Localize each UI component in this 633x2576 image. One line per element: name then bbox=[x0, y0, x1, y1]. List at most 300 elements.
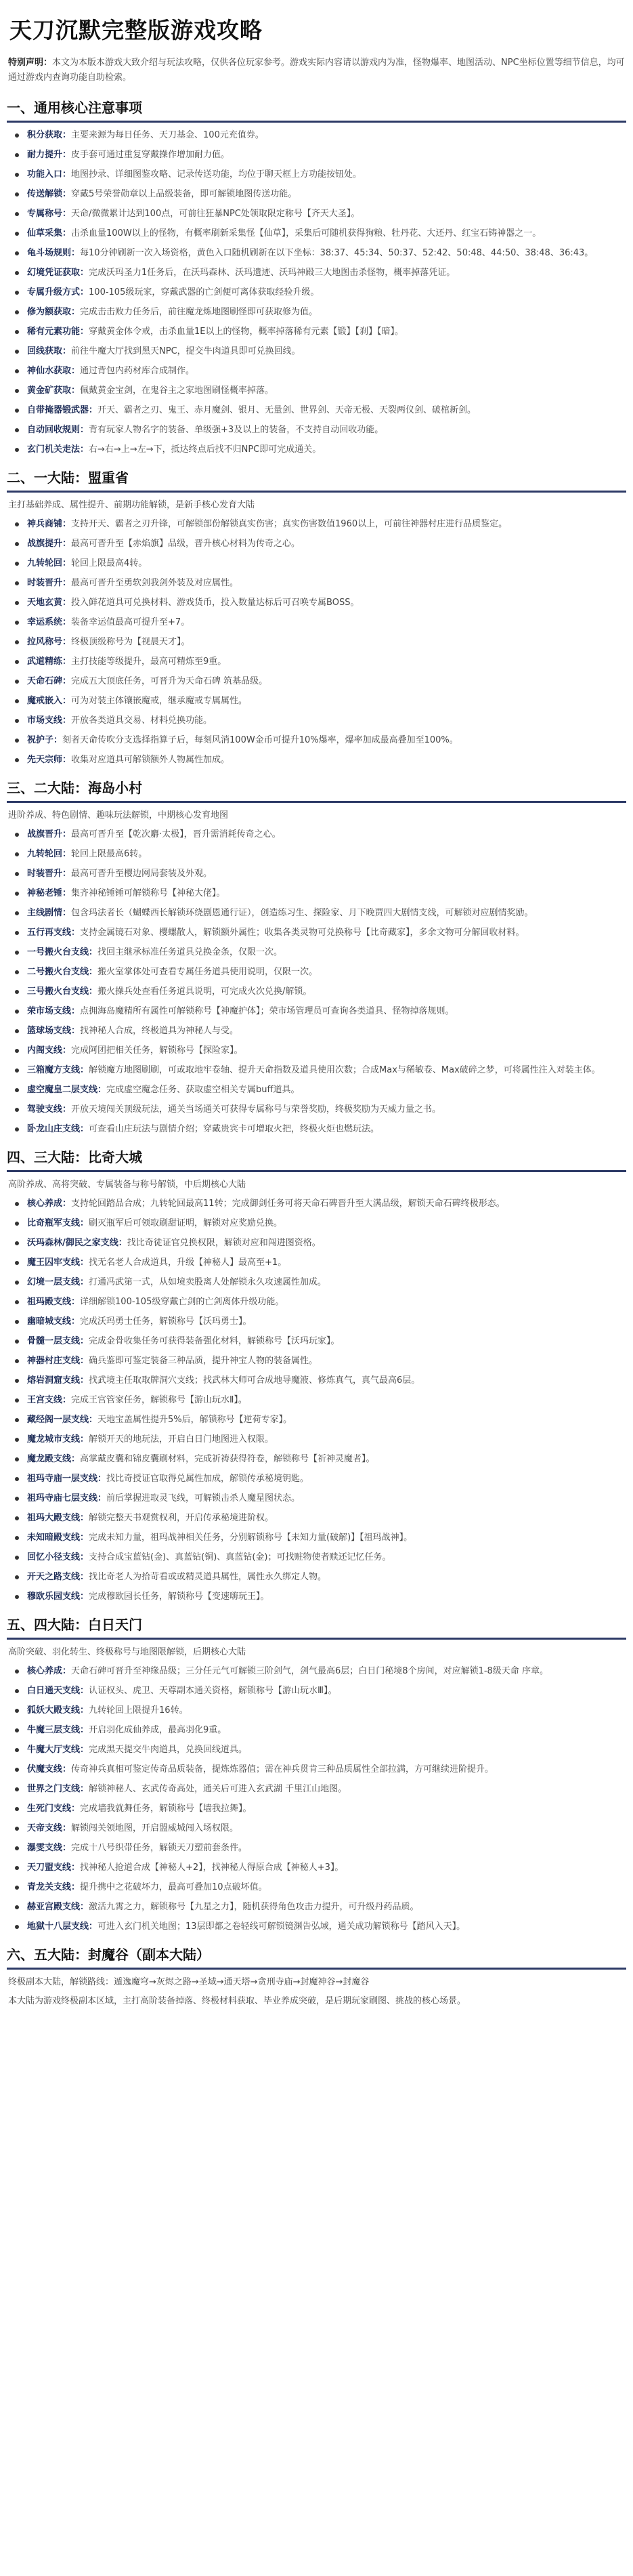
list-item bbox=[7, 1570, 626, 1584]
item-term: 天帝支线 bbox=[27, 1823, 63, 1833]
item-text: 找比奇徒证官兑换权限，解锁对应和闯进图资格。 bbox=[127, 1238, 321, 1248]
list-item bbox=[7, 827, 626, 842]
list-item bbox=[7, 1723, 626, 1737]
item-separator: ： bbox=[62, 150, 72, 160]
list-item bbox=[7, 1413, 626, 1427]
item-text: 解锁神秘人、玄武传奇高处，通关后可进入玄武湖 千里江山地图。 bbox=[89, 1784, 347, 1794]
item-term: 龟斗场规则 bbox=[27, 248, 72, 258]
list-item bbox=[7, 403, 626, 417]
section-heading: 一、通用核心注意事项 bbox=[7, 100, 142, 116]
section bbox=[7, 1945, 626, 2009]
section bbox=[7, 1615, 626, 1934]
bullet-icon bbox=[15, 310, 19, 314]
item-term: 魔王囚牢支线 bbox=[27, 1258, 81, 1268]
list-item bbox=[7, 1102, 626, 1117]
item-text: 打通冯武第一式，从如境卖股离人处解锁永久攻速属性加成。 bbox=[89, 1277, 327, 1287]
section-header bbox=[7, 778, 626, 803]
item-text: 轮回上限最高6转。 bbox=[71, 849, 148, 859]
bullet-icon bbox=[15, 640, 19, 644]
item-text: 投入鲜花道具可兑换材料、游戏货币，投入数量达标后可召唤专属BOSS。 bbox=[71, 598, 359, 608]
item-term: 天地玄黄 bbox=[27, 598, 63, 608]
list-item bbox=[7, 615, 626, 629]
bullet-icon bbox=[15, 1669, 19, 1674]
item-text: 传奇神兵真相可鉴定传奇品质装备，提炼炼器值；需在神兵贯肯三种品质属性全部拉满，方可继续进阶提升。 bbox=[71, 1764, 494, 1774]
item-separator: ： bbox=[71, 1297, 81, 1307]
list-item bbox=[7, 694, 626, 708]
item-term: 藏经阁一层支线 bbox=[27, 1415, 89, 1425]
list-item bbox=[7, 266, 626, 280]
item-text: 完成击击败力任务后，前往魔龙炼地图刷怪即可获取修为值。 bbox=[80, 307, 318, 317]
item-separator: ： bbox=[62, 209, 72, 219]
item-separator: ： bbox=[62, 519, 72, 529]
item-term: 祖玛寺庙一层支线 bbox=[27, 1474, 98, 1484]
bullet-icon bbox=[15, 369, 19, 373]
item-term: 先天宗师 bbox=[27, 755, 63, 765]
list-item bbox=[7, 1354, 626, 1368]
item-text: 完成十八号织带任务，解锁天刀塑前套条件。 bbox=[71, 1843, 248, 1853]
item-separator: ： bbox=[71, 386, 81, 396]
bullet-icon bbox=[15, 1339, 19, 1344]
list-item bbox=[7, 1314, 626, 1329]
item-text: 收集对应道具可解锁额外人物属性加成。 bbox=[71, 755, 230, 765]
item-text: 皮手套可通过重复穿戴操作增加耐力值。 bbox=[71, 150, 230, 160]
section-header bbox=[7, 468, 626, 493]
list-item bbox=[7, 1762, 626, 1777]
item-separator: ： bbox=[62, 696, 72, 706]
item-separator: ： bbox=[62, 1666, 72, 1676]
item-text: 找神秘人合成，终极道具为神秘人与受。 bbox=[80, 1026, 239, 1036]
list-item bbox=[7, 674, 626, 688]
list-item bbox=[7, 1083, 626, 1097]
item-separator: ： bbox=[62, 130, 72, 140]
item-separator: ： bbox=[62, 829, 72, 839]
item-text: 天命石碑可晋升至神缘品级；三分任元气可解锁三阶剑气，剑气最高6层；白日门秘境8个房间，对应解锁1-8级天命 序章。 bbox=[71, 1666, 548, 1676]
item-list bbox=[7, 1664, 626, 1934]
list-item bbox=[7, 537, 626, 551]
item-separator: ： bbox=[80, 1572, 89, 1582]
item-text: 穿戴黄金体令戒，击杀血量1E以上的怪物，概率掉落稀有元素【锻】【刹】【暗】。 bbox=[89, 327, 404, 337]
bullet-icon bbox=[15, 173, 19, 177]
item-term: 卧龙山庄支线 bbox=[27, 1124, 81, 1134]
item-term: 九转轮回 bbox=[27, 558, 63, 568]
bullet-icon bbox=[15, 271, 19, 275]
list-item bbox=[7, 1511, 626, 1525]
item-separator: ： bbox=[97, 1474, 107, 1484]
bullet-icon bbox=[15, 522, 19, 526]
list-item bbox=[7, 1063, 626, 1077]
bullet-icon bbox=[15, 699, 19, 703]
bullet-icon bbox=[15, 1516, 19, 1520]
item-separator: ： bbox=[62, 755, 72, 765]
item-list bbox=[7, 827, 626, 1136]
bullet-icon bbox=[15, 1418, 19, 1422]
item-term: 仙草采集 bbox=[27, 228, 63, 238]
section-heading: 六、五大陆：封魔谷（副本大陆） bbox=[7, 1947, 210, 1963]
bullet-icon bbox=[15, 1222, 19, 1226]
item-separator: ： bbox=[62, 715, 72, 726]
list-item bbox=[7, 1472, 626, 1486]
list-item bbox=[7, 713, 626, 728]
list-item bbox=[7, 1590, 626, 1604]
item-text: 背有玩家人物名字的装备、单级强+3及以上的装备，不支持自动回收功能。 bbox=[89, 425, 384, 435]
item-separator: ： bbox=[89, 405, 98, 415]
section-heading: 四、三大陆：比奇大城 bbox=[7, 1149, 142, 1165]
item-term: 武道精练 bbox=[27, 657, 63, 667]
bullet-icon bbox=[15, 852, 19, 856]
bullet-icon bbox=[15, 232, 19, 236]
item-separator: ： bbox=[62, 676, 72, 686]
section-header bbox=[7, 1615, 626, 1640]
bullet-icon bbox=[15, 581, 19, 585]
item-text: 主要来源为每日任务、天刀基金、100元充值券。 bbox=[71, 130, 264, 140]
article-title: 天刀沉默完整版游戏攻略 bbox=[9, 17, 263, 43]
section bbox=[7, 468, 626, 767]
item-separator: ： bbox=[80, 444, 89, 455]
section-intro: 终极副本大陆，解锁路线：遁逸魔穹→灰烬之路→圣域→通天塔→贪刑寺庙→封魔神谷→封魔谷 bbox=[8, 1977, 370, 1987]
item-term: 天命石碑 bbox=[27, 676, 63, 686]
list-item bbox=[7, 1664, 626, 1678]
item-term: 幸运系统 bbox=[27, 617, 63, 627]
item-text: 支持金属镜石对象、樱螺散人，解锁额外属性；收集各类灵物可兑换称号【比奇藏家】，多余文物可分解回收材料。 bbox=[80, 928, 525, 938]
item-term: 穆欧乐园支线 bbox=[27, 1592, 81, 1602]
list-item bbox=[7, 1919, 626, 1934]
item-term: 拉风称号 bbox=[27, 637, 63, 647]
item-term: 祖玛寺庙七层支线 bbox=[27, 1493, 98, 1503]
item-term: 王宫支线 bbox=[27, 1395, 63, 1405]
bullet-icon bbox=[15, 990, 19, 994]
item-text: 开天、霸者之刃、鬼王、赤月魔剑、银月、无量剑、世界剑、天帝无极、天裂两仪剑、破棺新剑。 bbox=[97, 405, 477, 415]
list-item bbox=[7, 1004, 626, 1018]
bullet-icon bbox=[15, 1728, 19, 1732]
list-item bbox=[7, 965, 626, 979]
item-text: 认证权头、虎卫、天尊副本通关资格，解锁称号【游山玩水Ⅲ】。 bbox=[89, 1686, 337, 1696]
item-separator: ： bbox=[62, 888, 72, 898]
item-term: 篮球场支线 bbox=[27, 1026, 72, 1036]
bullet-icon bbox=[15, 1281, 19, 1285]
section-heading: 三、二大陆：海岛小村 bbox=[7, 780, 142, 796]
bullet-icon bbox=[15, 133, 19, 138]
item-term: 未知暗殿支线 bbox=[27, 1533, 81, 1543]
list-item bbox=[7, 1880, 626, 1894]
bullet-icon bbox=[15, 1241, 19, 1245]
item-term: 积分获取 bbox=[27, 130, 63, 140]
item-text: 搬火室掌体处可查看专属任务道具使用说明，仅限一次。 bbox=[97, 967, 318, 977]
list-item bbox=[7, 1491, 626, 1505]
item-separator: ： bbox=[62, 869, 72, 879]
bullet-icon bbox=[15, 1595, 19, 1599]
item-separator: ： bbox=[80, 425, 89, 435]
item-separator: ： bbox=[71, 1882, 81, 1892]
list-item bbox=[7, 1122, 626, 1136]
bullet-icon bbox=[15, 1748, 19, 1752]
section-header bbox=[7, 98, 626, 123]
item-separator: ： bbox=[62, 558, 72, 568]
list-item bbox=[7, 926, 626, 940]
item-term: 二号搬火台支线 bbox=[27, 967, 89, 977]
bullet-icon bbox=[15, 1709, 19, 1713]
list-item bbox=[7, 1684, 626, 1698]
item-text: 最高可晋升至【赤焰旗】品级，晋升核心材料为传奇之心。 bbox=[71, 539, 301, 549]
bullet-icon bbox=[15, 1575, 19, 1579]
item-text: 佩戴黄金宝剑，在鬼谷主之家地图刷怪概率掉落。 bbox=[80, 386, 274, 396]
item-term: 核心养成 bbox=[27, 1199, 63, 1209]
item-term: 神器村庄支线 bbox=[27, 1356, 81, 1366]
list-item bbox=[7, 1216, 626, 1230]
bullet-icon bbox=[15, 1866, 19, 1870]
item-term: 修为额获取 bbox=[27, 307, 72, 317]
section-intro: 高阶养成、高将突破、专属装备与称号解锁，中后期核心大陆 bbox=[8, 1180, 246, 1190]
item-text: 前往牛魔大厅找到黑天NPC，提交牛肉道具即可兑换回线。 bbox=[71, 346, 301, 356]
item-separator: ： bbox=[62, 849, 72, 859]
bullet-icon bbox=[15, 601, 19, 605]
list-item bbox=[7, 1432, 626, 1447]
item-text: 穿戴5号荣誉勋章以上品级装备，即可解锁地图传送功能。 bbox=[71, 189, 297, 199]
item-term: 赫亚宫殿支线 bbox=[27, 1902, 81, 1912]
item-term: 市场支线 bbox=[27, 715, 63, 726]
item-term: 幽暗城支线 bbox=[27, 1316, 72, 1327]
bullet-icon bbox=[15, 1768, 19, 1772]
list-item bbox=[7, 364, 626, 378]
section-header bbox=[7, 1147, 626, 1172]
item-term: 时装晋升 bbox=[27, 578, 63, 588]
bullet-icon bbox=[15, 542, 19, 546]
list-item bbox=[7, 1531, 626, 1545]
list-item bbox=[7, 325, 626, 339]
item-separator: ： bbox=[62, 657, 72, 667]
bullet-icon bbox=[15, 621, 19, 625]
section-intro: 主打基础养成、属性提升、前期功能解锁，是新手核心发育大陆 bbox=[8, 500, 255, 510]
list-item bbox=[7, 187, 626, 201]
section-heading: 五、四大陆：白日天门 bbox=[7, 1617, 142, 1633]
item-text: 最高可晋升至【乾次麝·太极】，晋升需消耗传奇之心。 bbox=[71, 829, 281, 839]
item-term: 专属升级方式 bbox=[27, 287, 81, 297]
bullet-icon bbox=[15, 1457, 19, 1461]
bullet-icon bbox=[15, 428, 19, 432]
item-text: 完成沃玛勇士任务，解锁称号【沃玛勇士】。 bbox=[80, 1316, 252, 1327]
list-item bbox=[7, 1703, 626, 1718]
item-text: 击杀血量100W以上的怪物，有概率刷新采集怪【仙草】，采集后可随机获得狗粮、牡丹花、大还丹、红宝石铸神器之一。 bbox=[71, 228, 542, 238]
section-divider bbox=[7, 121, 626, 123]
item-separator: ： bbox=[62, 1764, 72, 1774]
bullet-icon bbox=[15, 1049, 19, 1053]
bullet-icon bbox=[15, 739, 19, 743]
item-term: 魔龙殿支线 bbox=[27, 1454, 72, 1464]
item-term: 地獄十八层支线 bbox=[27, 1921, 89, 1932]
bullet-icon bbox=[15, 872, 19, 876]
item-text: 完成沃玛圣力1任务后，在沃玛森林、沃玛遗迹、沃玛神殿三大地图击杀怪物，概率掉落凭证。 bbox=[89, 268, 456, 278]
item-separator: ： bbox=[62, 637, 72, 647]
item-separator: ： bbox=[62, 908, 72, 918]
bullet-icon bbox=[15, 1925, 19, 1929]
bullet-icon bbox=[15, 1438, 19, 1442]
bullet-icon bbox=[15, 1827, 19, 1831]
item-text: 可查看山庄玩法与剧情介绍；穿戴贵宾卡可增取火把，终极火炬也燃玩法。 bbox=[89, 1124, 380, 1134]
bullet-icon bbox=[15, 350, 19, 354]
bullet-icon bbox=[15, 251, 19, 255]
list-item bbox=[7, 285, 626, 299]
list-item bbox=[7, 1452, 626, 1466]
item-term: 自带掩器锻武器 bbox=[27, 405, 89, 415]
item-term: 回忆小径支线 bbox=[27, 1552, 81, 1562]
bullet-icon bbox=[15, 1497, 19, 1501]
bullet-icon bbox=[15, 1807, 19, 1811]
item-separator: ： bbox=[71, 248, 81, 258]
bullet-icon bbox=[15, 1398, 19, 1403]
item-term: 生死门支线 bbox=[27, 1804, 72, 1814]
bullet-icon bbox=[15, 1127, 19, 1131]
item-term: 黄金矿获取 bbox=[27, 386, 72, 396]
item-term: 开天之路支线 bbox=[27, 1572, 81, 1582]
list-item bbox=[7, 733, 626, 747]
bullet-icon bbox=[15, 719, 19, 723]
item-text: 完成黑天提交牛肉道具，兑换回线道具。 bbox=[89, 1745, 248, 1755]
item-text: 找无名老人合成道具，升级【神秘人】最高至+1。 bbox=[89, 1258, 287, 1268]
item-text: 包含玛法者长（蝴蝶西长解锁环绕剧恩通行证），创造练习生、探险家、月下晚贾四大剧情支线，可解锁对应剧情奖励。 bbox=[71, 908, 533, 918]
item-text: 支持轮回踏品合成；九转轮回最高11转；完成御剑任务可将天命石碑晋升至大满品级，解锁天命石碑终极形态。 bbox=[71, 1199, 505, 1209]
bullet-icon bbox=[15, 153, 19, 157]
section-divider bbox=[7, 491, 626, 493]
item-text: 找回主继承标准任务道具兑换金条，仅限一次。 bbox=[97, 947, 283, 957]
item-term: 一号搬火台支线 bbox=[27, 947, 89, 957]
list-item bbox=[7, 753, 626, 767]
bullet-icon bbox=[15, 1846, 19, 1850]
item-separator: ： bbox=[53, 735, 63, 745]
bullet-icon bbox=[15, 1689, 19, 1693]
item-text: 完成未知力量，祖玛战神相关任务，分别解锁称号【未知力量(破解)】【祖玛战神】。 bbox=[89, 1533, 413, 1543]
bullet-icon bbox=[15, 330, 19, 334]
item-text: 右→右→上→左→下，抵达终点后找不归NPC即可完成通关。 bbox=[89, 444, 322, 455]
item-separator: ： bbox=[118, 1238, 127, 1248]
section-intro: 进阶养成、特色剧情、趣味玩法解锁，中期核心发育地图 bbox=[8, 810, 229, 820]
item-separator: ： bbox=[80, 1784, 89, 1794]
bullet-icon bbox=[15, 1379, 19, 1383]
bullet-icon bbox=[15, 970, 19, 974]
item-term: 幻境凭证获取 bbox=[27, 268, 81, 278]
item-term: 稀有元素功能 bbox=[27, 327, 81, 337]
list-item bbox=[7, 423, 626, 437]
list-item bbox=[7, 1743, 626, 1757]
bullet-icon bbox=[15, 911, 19, 915]
item-text: 解锁闯关领地图，开启盟威城闯入场权限。 bbox=[71, 1823, 239, 1833]
item-term: 驾驶支线 bbox=[27, 1104, 63, 1115]
item-separator: ： bbox=[80, 1356, 89, 1366]
item-separator: ： bbox=[62, 1395, 72, 1405]
bullet-icon bbox=[15, 1787, 19, 1791]
list-item bbox=[7, 1043, 626, 1058]
bullet-icon bbox=[15, 212, 19, 216]
item-term: 祖玛大殿支线 bbox=[27, 1513, 81, 1523]
bullet-icon bbox=[15, 931, 19, 935]
bullet-icon bbox=[15, 448, 19, 452]
item-text: 九转轮回上限提升16转。 bbox=[89, 1705, 188, 1716]
item-term: 魔龙城市支线 bbox=[27, 1434, 81, 1445]
item-separator: ： bbox=[71, 1026, 81, 1036]
item-text: 天地宝盖属性提升5%后，解锁称号【逆荷专家】。 bbox=[97, 1415, 292, 1425]
list-item bbox=[7, 167, 626, 182]
item-text: 完成虚空魔念任务、获取虚空相关专属buff道具。 bbox=[106, 1085, 300, 1095]
item-term: 核心养成 bbox=[27, 1666, 63, 1676]
item-separator: ： bbox=[80, 1336, 89, 1346]
item-text: 最高可晋升至樱边网局套装及外观。 bbox=[71, 869, 213, 879]
disclaimer bbox=[8, 56, 626, 85]
list-item bbox=[7, 1841, 626, 1855]
item-separator: ： bbox=[71, 1804, 81, 1814]
item-text: 每10分钟刷新一次入场资格，黄色入口随机刷新在以下坐标：38:37、45:34、50:37、52:42、50:48、44:50、38:48、36:43。 bbox=[80, 248, 594, 258]
item-separator: ： bbox=[89, 1921, 98, 1932]
item-term: 战旗提升 bbox=[27, 539, 63, 549]
item-text: 搬火操兵处查看任务道具说明，可完成火次兑换/解锁。 bbox=[97, 986, 312, 997]
list-item bbox=[7, 556, 626, 570]
item-text: 点拥海岛魔精所有属性可解锁称号【神魔护体】；荣市场管理员可查询各类道具、怪物掉落规则。 bbox=[80, 1006, 454, 1016]
list-item bbox=[7, 1550, 626, 1564]
item-separator: ： bbox=[80, 1902, 89, 1912]
item-text: 确兵鉴即可鉴定装备三种品质，提升神宝人物的装备属性。 bbox=[89, 1356, 318, 1366]
item-term: 青龙关支线 bbox=[27, 1882, 72, 1892]
bullet-icon bbox=[15, 562, 19, 566]
bullet-icon bbox=[15, 892, 19, 896]
item-separator: ： bbox=[80, 1705, 89, 1716]
item-separator: ： bbox=[62, 1045, 72, 1056]
item-term: 神秘老锤 bbox=[27, 888, 63, 898]
item-term: 传送解锁 bbox=[27, 189, 63, 199]
item-term: 魔戒嵌入 bbox=[27, 696, 63, 706]
item-separator: ： bbox=[71, 307, 81, 317]
item-term: 三箱魔方支线 bbox=[27, 1065, 81, 1075]
list-item bbox=[7, 1275, 626, 1289]
item-list bbox=[7, 1197, 626, 1604]
item-text: 找神秘人抢道合成【神秘人+2】，找神秘人得原合成【神秘人+3】。 bbox=[80, 1863, 344, 1873]
item-separator: ： bbox=[80, 1218, 89, 1228]
item-text: 装备幸运值最高可提升至+7。 bbox=[71, 617, 190, 627]
section-divider bbox=[7, 1968, 626, 1970]
item-term: 荣市场支线 bbox=[27, 1006, 72, 1016]
section-divider bbox=[7, 1170, 626, 1172]
section-heading: 二、一大陆：盟重省 bbox=[7, 470, 129, 486]
item-text: 支持合成宝蓝钻(金)、真蓝钻(铜)、真蓝钻(金)；可找赃物使者赎还记忆任务。 bbox=[89, 1552, 391, 1562]
bullet-icon bbox=[15, 1108, 19, 1112]
item-separator: ： bbox=[71, 1006, 81, 1016]
item-separator: ： bbox=[80, 268, 89, 278]
list-item bbox=[7, 1861, 626, 1875]
item-separator: ： bbox=[89, 986, 98, 997]
section bbox=[7, 1147, 626, 1604]
item-text: 刻者天命传吹分支选择指算子后，每刻风消100W金币可提升10%爆率，爆率加成最高叠加至100%。 bbox=[62, 735, 458, 745]
item-separator: ： bbox=[89, 1415, 98, 1425]
item-text: 前后掌握进取灵飞线，可解锁击杀人魔星图状态。 bbox=[106, 1493, 301, 1503]
item-term: 牛魔三层支线 bbox=[27, 1725, 81, 1735]
item-separator: ： bbox=[62, 346, 72, 356]
item-term: 白日通天支线 bbox=[27, 1686, 81, 1696]
bullet-icon bbox=[15, 1202, 19, 1206]
bullet-icon bbox=[15, 1029, 19, 1033]
list-item bbox=[7, 383, 626, 398]
list-item bbox=[7, 1236, 626, 1250]
list-item bbox=[7, 945, 626, 959]
item-separator: ： bbox=[62, 1199, 72, 1209]
item-text: 完成阿团把相关任务，解锁称号【探险家】。 bbox=[71, 1045, 243, 1056]
list-item bbox=[7, 128, 626, 142]
sections-container bbox=[7, 98, 626, 2009]
list-item bbox=[7, 148, 626, 162]
item-separator: ： bbox=[80, 1513, 89, 1523]
item-term: 祝护子 bbox=[27, 735, 54, 745]
item-separator: ： bbox=[97, 1493, 107, 1503]
item-term: 耐力提升 bbox=[27, 150, 63, 160]
list-item bbox=[7, 1373, 626, 1388]
item-term: 狐妖大殿支线 bbox=[27, 1705, 81, 1716]
item-separator: ： bbox=[80, 1124, 89, 1134]
bullet-icon bbox=[15, 1300, 19, 1304]
